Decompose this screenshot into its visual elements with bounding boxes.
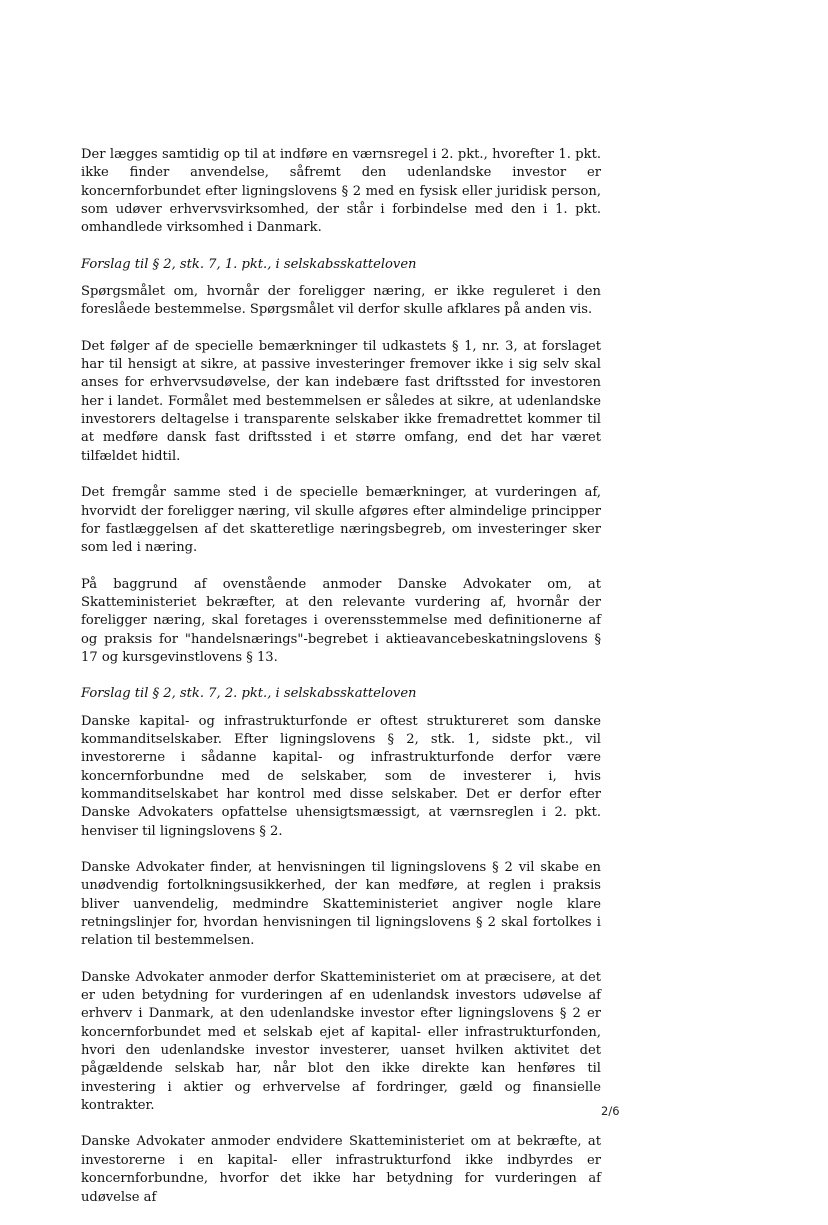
document-body [81, 146, 601, 1225]
paragraph-vaernsregel: Der lægges samtidig op til at indføre en værnsregel i 2. pkt., hvorefter 1. pkt. ikke finder anvendelse, såfremt den udenlandske investor er koncernforbundet efter ligningslovens § 2 med en fysisk eller juridisk person, som udøver erhvervsvirksomhed, der står i forbindelse med den i 1. pkt. omhandlede virksomhed i Danmark. [81, 147, 601, 236]
paragraph-funds-structure: Danske kapital- og infrastrukturfonde er oftest struktureret som danske kommanditselskaber. Efter ligningslovens § 2, stk. 1, sidste pkt., vil investorerne i sådanne kapital- og infrastrukturfonde derfor være koncernforbundne med de selskaber, som de investerer i, hvis kommanditselskabet har kontrol med disse selskaber. Det er derfor efter Danske Advokaters opfattelse uhensigtsmæssigt, at værnsreglen i 2. pkt. henviser til ligningslovens § 2. [81, 713, 601, 839]
section-heading-stk7-2pkt: Forslag til § 2, stk. 7, 2. pkt., i selskabsskatteloven [81, 686, 417, 702]
paragraph-interpretation-uncertainty: Danske Advokater finder, at henvisningen til ligningslovens § 2 vil skabe en unødvendig fortolkningsusikkerhed, der kan medføre, at reglen i praksis bliver uanvendelig, medmindre Skatteministeriet angiver nogle klare retningslinjer for, hvordan henvisningen til ligningslovens § 2 skal fortolkes i relation til bestemmelsen. [81, 860, 601, 949]
paragraph-request-confirm-investors: Danske Advokater anmoder endvidere Skatteministeriet om at bekræfte, at investorerne i en kapital- eller infrastrukturfond ikke indbyrdes er koncernforbundne, hvorfor det ikke har betydning for vurderingen af udøvelse af [81, 1134, 601, 1205]
paragraph-special-remarks: Det følger af de specielle bemærkninger til udkastets § 1, nr. 3, at forslaget har til hensigt at sikre, at passive investeringer fremover ikke i sig selv skal anses for erhvervsudøvelse, der kan indebære fast driftssted for investoren her i landet. Formålet med bestemmelsen er således at sikre, at udenlandske investorers deltagelse i transparente selskaber ikke fremadrettet kommer til at medføre dansk fast driftssted i et større omfang, end det har været tilfældet hidtil. [81, 338, 601, 464]
paragraph-request-clarify: Danske Advokater anmoder derfor Skatteministeriet om at præcisere, at det er uden betydning for vurderingen af en udenlandsk investors udøvelse af erhverv i Danmark, at den udenlandske investor efter ligningslovens § 2 er koncernforbundet med et selskab ejet af kapital- eller infrastrukturfonden, hvori den udenlandske investor investerer, uanset hvilken aktivitet det pågældende selskab har, når blot den ikke direkte kan henføres til investering i aktier og erhvervelse af fordringer, gæld og finansielle kontrakter. [81, 969, 601, 1114]
paragraph-request-confirm: På baggrund af ovenstående anmoder Danske Advokater om, at Skatteministeriet bekræfter, at den relevante vurdering af, hvornår der foreligger næring, skal foretages i overensstemmelse med definitionerne af og praksis for "handelsnærings"-begrebet i aktieavancebeskatningslovens § 17 og kursgevinstlovens § 13. [81, 576, 601, 665]
page-number: 2/6 [601, 1104, 620, 1118]
paragraph-assessment: Det fremgår samme sted i de specielle bemærkninger, at vurderingen af, hvorvidt der foreligger næring, vil skulle afgøres efter almindelige principper for fastlæggelsen af det skatteretlige næringsbegreb, om investeringer sker som led i næring. [81, 485, 601, 556]
section-heading-stk7-1pkt: Forslag til § 2, stk. 7, 1. pkt., i selskabsskatteloven [81, 256, 417, 272]
paragraph-naering-question: Spørgsmålet om, hvornår der foreligger næring, er ikke reguleret i den foreslåede bestemmelse. Spørgsmålet vil derfor skulle afklares på anden vis. [81, 284, 601, 318]
